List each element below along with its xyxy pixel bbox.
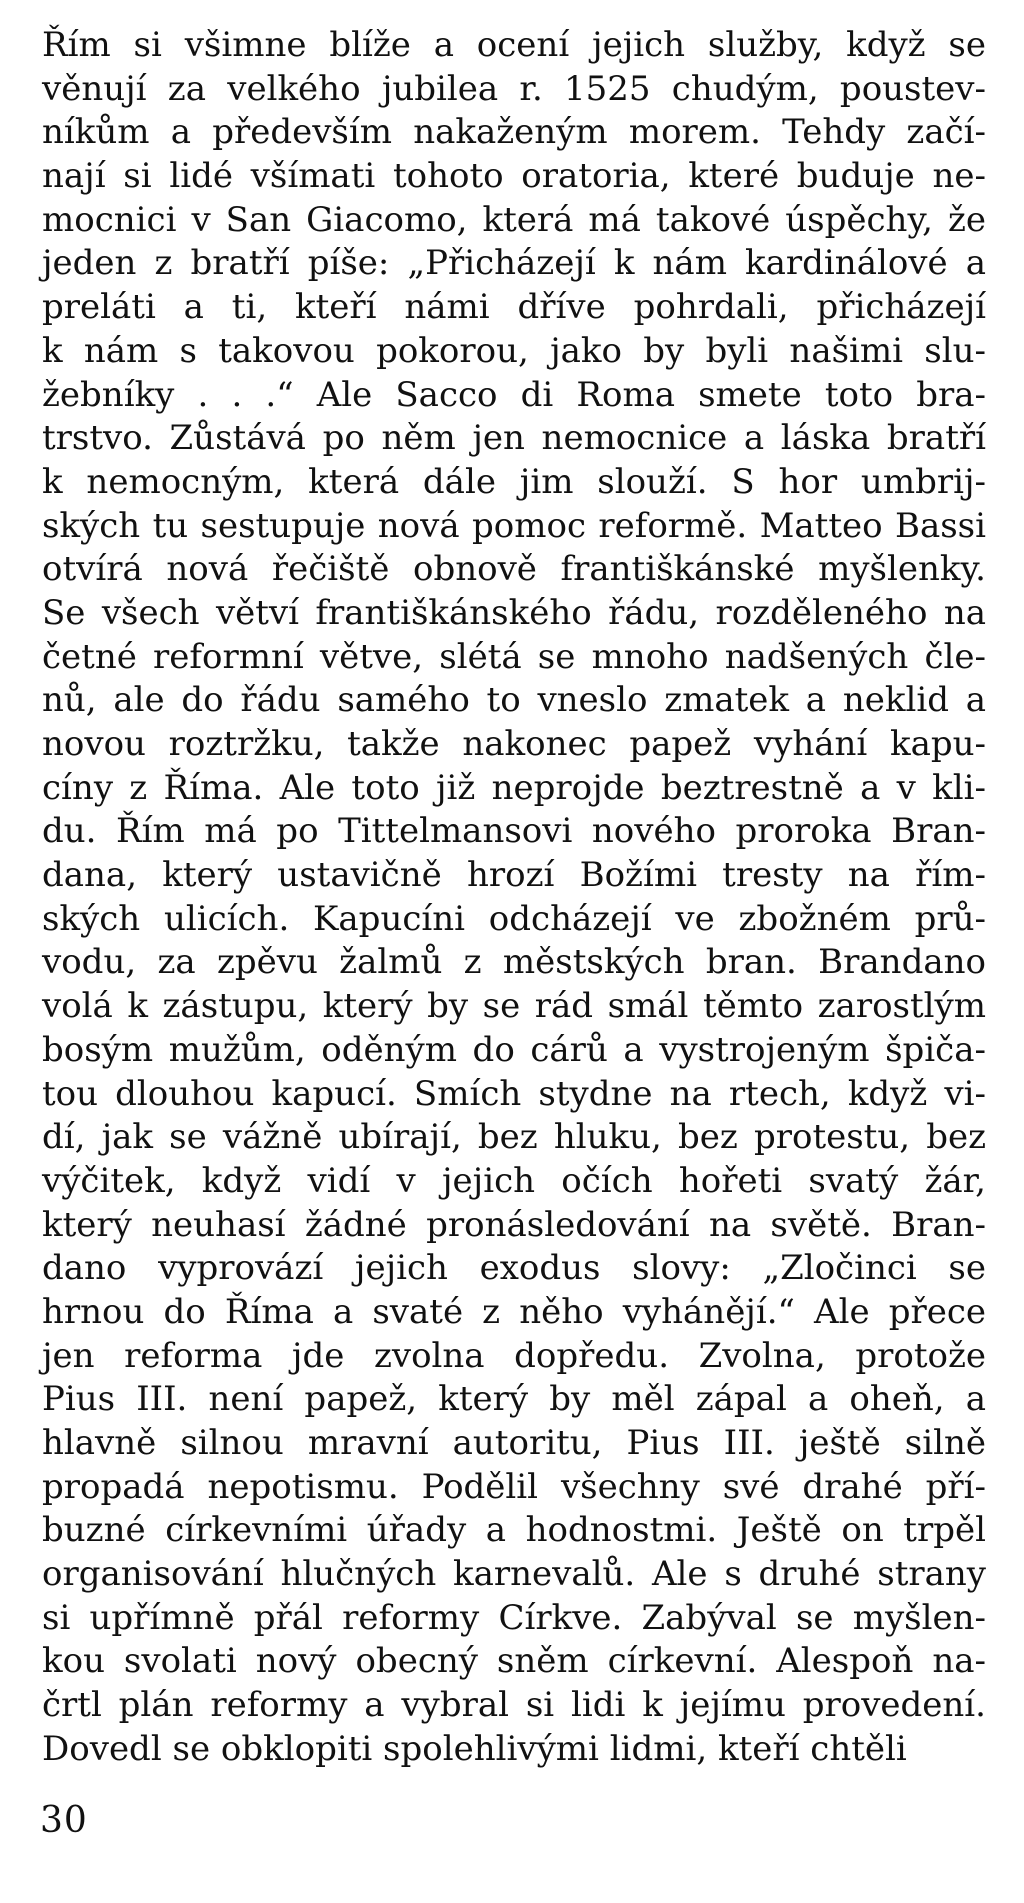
text-line: Pius III. není papež, který by měl zápal a oheň, a [42, 1379, 986, 1420]
text-line: jeden z bratří píše: „Přicházejí k nám kardinálové a [42, 243, 986, 284]
page-number: 30 [40, 1800, 88, 1841]
text-line: otvírá nová řečiště obnově františkánské myšlenky. [42, 549, 986, 590]
text-line: si upřímně přál reformy Církve. Zabýval se myšlen- [42, 1597, 986, 1638]
text-line: dana, který ustavičně hrozí Božími tresty na řím- [42, 855, 986, 896]
text-line: žebníky . . .“ Ale Sacco di Roma smete toto bra- [42, 374, 986, 415]
text-line: dí, jak se vážně ubírají, bez hluku, bez protestu, bez [42, 1117, 986, 1158]
text-line: hlavně silnou mravní autoritu, Pius III. ještě silně [42, 1423, 986, 1463]
text-line: Dovedl se obklopiti spolehlivými lidmi, kteří chtěli [42, 1728, 907, 1769]
text-line: který neuhasí žádné pronásledování na světě. Bran- [42, 1204, 986, 1245]
text-line: Se všech větví františkánského řádu, rozděleného na [42, 592, 986, 633]
text-line: volá k zástupu, který by se rád smál těmto zarostlým [42, 986, 986, 1027]
text-line: ských tu sestupuje nová pomoc reformě. Matteo Bassi [42, 505, 986, 546]
text-line: du. Řím má po Tittelmansovi nového proroka Bran- [42, 811, 986, 852]
text-line: cíny z Říma. Ale toto již neprojde beztrestně a v kli- [42, 767, 986, 808]
text-line: organisování hlučných karnevalů. Ale s druhé strany [42, 1554, 986, 1595]
text-line: k nemocným, která dále jim slouží. S hor umbrij- [42, 461, 986, 502]
text-line: četné reformní větve, slétá se mnoho nadšených čle- [42, 636, 986, 677]
text-line: črtl plán reformy a vybral si lidi k jejímu provedení. [42, 1685, 986, 1726]
text-line: níkům a především nakaženým morem. Tehdy začí- [42, 112, 986, 153]
text-line: buzné církevními úřady a hodnostmi. Ještě on trpěl [42, 1510, 986, 1551]
text-line: mocnici v San Giacomo, která má takové úspěchy, že [42, 199, 986, 240]
text-line: trstvo. Zůstává po něm jen nemocnice a láska bratří [42, 418, 986, 459]
text-line: nů, ale do řádu samého to vneslo zmatek a neklid a [42, 680, 986, 721]
text-line: preláti a ti, kteří námi dříve pohrdali, přicházejí [42, 287, 986, 328]
text-line: propadá nepotismu. Podělil všechny své drahé pří- [42, 1466, 986, 1507]
text-line: výčitek, když vidí v jejich očích hořeti svatý žár, [42, 1160, 986, 1201]
text-line: k nám s takovou pokorou, jako by byli našimi slu- [42, 330, 986, 371]
text-line: vodu, za zpěvu žalmů z městských bran. Brandano [42, 942, 986, 983]
text-line: bosým mužům, oděným do cárů a vystrojeným špiča- [42, 1029, 986, 1070]
text-line: hrnou do Říma a svaté z něho vyhánějí.“ Ale přece [42, 1291, 986, 1332]
text-line: jen reforma jde zvolna dopředu. Zvolna, protože [42, 1335, 986, 1376]
text-line: věnují za velkého jubilea r. 1525 chudým, poustev- [42, 68, 986, 109]
text-line: kou svolati nový obecný sněm církevní. Alespoň na- [42, 1641, 986, 1682]
text-line: ských ulicích. Kapucíni odcházejí ve zbožném prů- [42, 898, 986, 939]
body-text [42, 24, 986, 1772]
text-line: dano vyprovází jejich exodus slovy: „Zločinci se [42, 1248, 986, 1289]
text-line: Řím si všimne blíže a ocení jejich služby, když se [42, 25, 986, 65]
text-line: novou roztržku, takže nakonec papež vyhání kapu- [42, 724, 986, 764]
text-line: tou dlouhou kapucí. Smích stydne na rtech, když vi- [42, 1073, 986, 1114]
text-line: nají si lidé všímati tohoto oratoria, které buduje ne- [42, 156, 986, 197]
